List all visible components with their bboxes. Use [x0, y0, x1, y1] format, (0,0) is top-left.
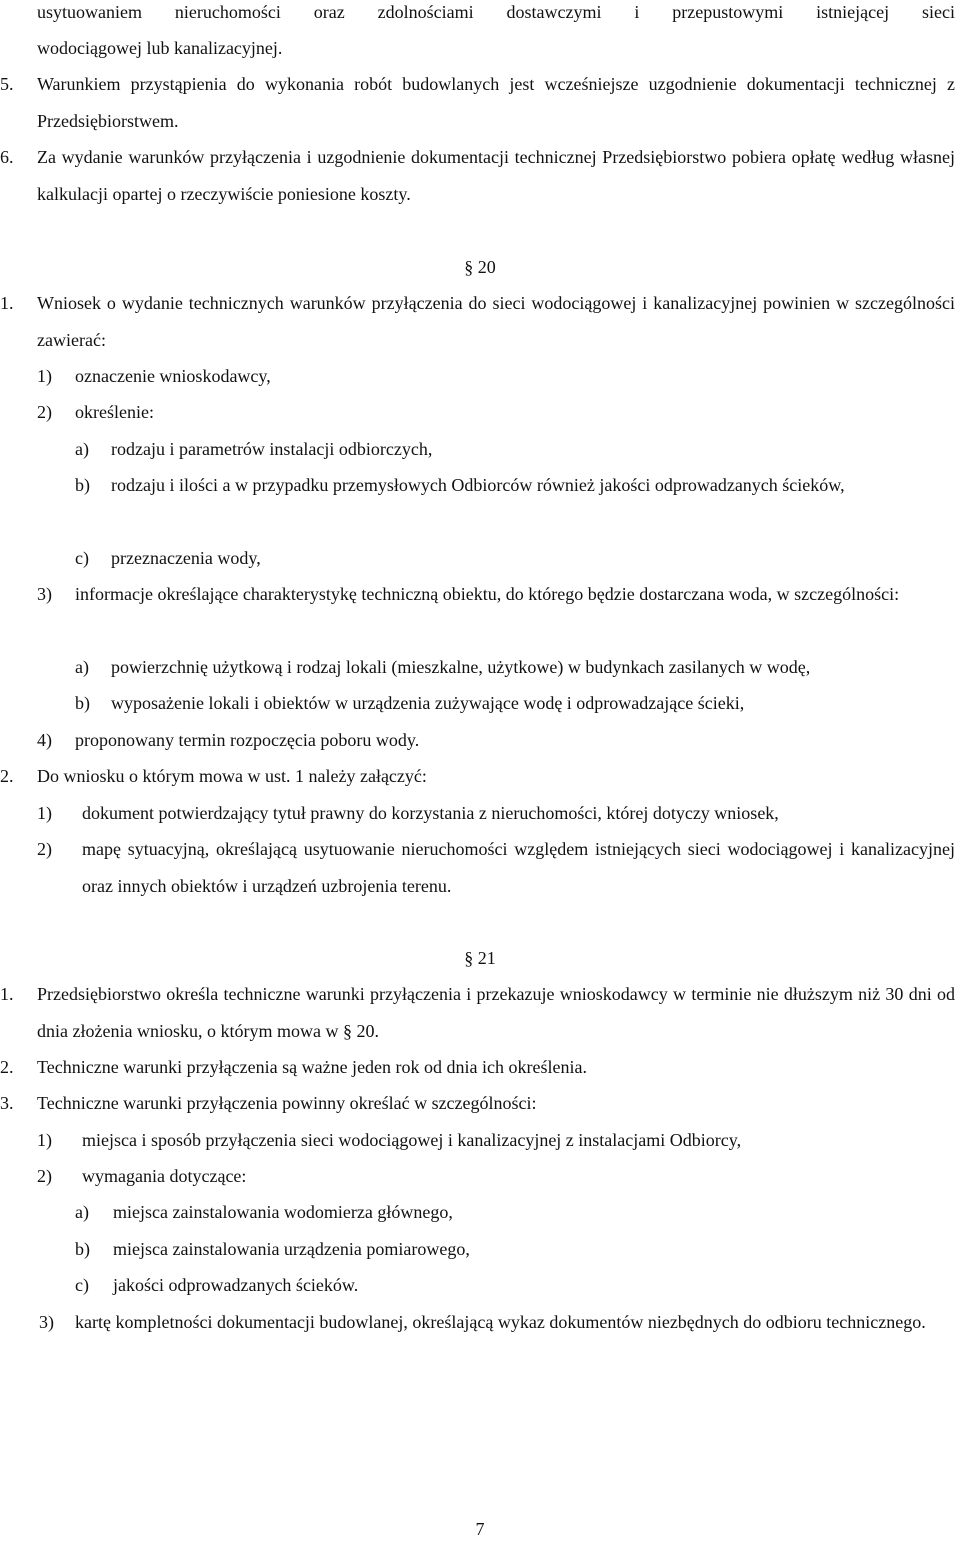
- item-text: miejsca zainstalowania wodomierza głównego,: [113, 1202, 453, 1222]
- item-number: 3): [39, 1312, 54, 1332]
- item-letter: c): [75, 548, 89, 568]
- s21-item-2: [37, 1158, 955, 1195]
- paragraph-text: Techniczne warunki przyłączenia są ważne jeden rok od dnia ich określenia.: [37, 1057, 587, 1077]
- paragraph-5: [0, 66, 955, 139]
- item-letter: a): [75, 1202, 89, 1222]
- item-text: dokument potwierdzający tytuł prawny do korzystania z nieruchomości, której dotyczy wniosek,: [82, 803, 779, 823]
- item-text: miejsca zainstalowania urządzenia pomiarowego,: [113, 1239, 470, 1259]
- s20-item-3b: [75, 685, 955, 722]
- item-letter: a): [75, 439, 89, 459]
- paragraph-number: 1.: [0, 984, 14, 1004]
- s20-paragraph-1: [0, 285, 955, 358]
- item-letter: b): [75, 693, 90, 713]
- item-number: 3): [37, 584, 52, 604]
- s20-paragraph-2: [0, 758, 955, 795]
- item-number: 2): [37, 402, 52, 422]
- s20-item-1: [37, 358, 955, 395]
- continued-line-1: usytuowaniem nieruchomości oraz zdolnościami dostawczymi i przepustowymi istniejącej sieci: [37, 2, 955, 22]
- item-number: 1): [37, 803, 52, 823]
- paragraph-text: Warunkiem przystąpienia do wykonania robót budowlanych jest wcześniejsze uzgodnienie dokumentacji technicznej z Przedsiębiorstwem.: [37, 74, 955, 131]
- s21-item-2a: [75, 1194, 955, 1231]
- s20-item-2b: [75, 467, 955, 504]
- item-text: przeznaczenia wody,: [111, 548, 261, 568]
- s20-item-2a: [75, 431, 955, 468]
- item-letter: a): [75, 657, 89, 677]
- s21-item-2b: [75, 1231, 955, 1268]
- continued-line-2: wodociągowej lub kanalizacyjnej.: [37, 38, 283, 58]
- paragraph-text: Techniczne warunki przyłączenia powinny określać w szczególności:: [37, 1093, 537, 1113]
- item-number: 2): [37, 1166, 52, 1186]
- item-text: wymagania dotyczące:: [82, 1166, 247, 1186]
- paragraph-text: Za wydanie warunków przyłączenia i uzgodnienie dokumentacji technicznej Przedsiębiorstwo pobiera opłatę według własnej kalkulacji opartej o rzeczywiście poniesione koszty.: [37, 147, 955, 204]
- section-heading-20: § 20: [464, 257, 496, 277]
- item-text: rodzaju i ilości a w przypadku przemysłowych Odbiorców również jakości odprowadzanych ścieków,: [111, 475, 845, 495]
- s20-attachment-2: [37, 831, 955, 904]
- section-heading-21: § 21: [464, 948, 496, 968]
- item-text: wyposażenie lokali i obiektów w urządzenia zużywające wodę i odprowadzające ścieki,: [111, 693, 745, 713]
- item-letter: c): [75, 1275, 89, 1295]
- item-text: oznaczenie wnioskodawcy,: [75, 366, 271, 386]
- s21-paragraph-3: [0, 1085, 955, 1122]
- paragraph-text: Przedsiębiorstwo określa techniczne warunki przyłączenia i przekazuje wnioskodawcy w terminie nie dłuższym niż 30 dni od dnia złożenia wniosku, o którym mowa w § 20.: [37, 984, 955, 1041]
- s21-item-2c: [75, 1267, 955, 1304]
- paragraph-number: 1.: [0, 293, 14, 313]
- item-letter: b): [75, 1239, 90, 1259]
- item-number: 1): [37, 366, 52, 386]
- item-text: rodzaju i parametrów instalacji odbiorczych,: [111, 439, 433, 459]
- page-number: 7: [475, 1519, 485, 1539]
- s20-attachment-1: [37, 795, 955, 832]
- s20-item-3a: [75, 649, 955, 686]
- item-text: określenie:: [75, 402, 154, 422]
- paragraph-number: 2.: [0, 766, 14, 786]
- s21-item-1: [37, 1122, 955, 1159]
- s21-paragraph-1: [0, 976, 955, 1049]
- item-number: 2): [37, 839, 52, 859]
- paragraph-number: 5.: [0, 74, 14, 94]
- item-number: 1): [37, 1130, 52, 1150]
- s20-item-4: [37, 722, 955, 759]
- item-number: 4): [37, 730, 52, 750]
- s21-paragraph-2: [0, 1049, 955, 1086]
- s20-item-2c: [75, 540, 955, 577]
- paragraph-number: 6.: [0, 147, 14, 167]
- paragraph-number: 3.: [0, 1093, 14, 1113]
- paragraph-text: Wniosek o wydanie technicznych warunków przyłączenia do sieci wodociągowej i kanalizacyjnej powinien w szczególności zawierać:: [37, 293, 955, 350]
- s20-item-2: [37, 394, 955, 431]
- item-text: proponowany termin rozpoczęcia poboru wody.: [75, 730, 420, 750]
- paragraph-number: 2.: [0, 1057, 14, 1077]
- item-text: miejsca i sposób przyłączenia sieci wodociągowej i kanalizacyjnej z instalacjami Odbiorcy,: [82, 1130, 742, 1150]
- paragraph-6: [0, 139, 955, 212]
- s20-item-3: [37, 576, 955, 613]
- s21-item-3: [39, 1304, 955, 1341]
- item-text: kartę kompletności dokumentacji budowlanej, określającą wykaz dokumentów niezbędnych do odbioru technicznego.: [75, 1312, 926, 1332]
- item-text: informacje określające charakterystykę techniczną obiektu, do którego będzie dostarczana woda, w szczególności:: [75, 584, 900, 604]
- paragraph-text: Do wniosku o którym mowa w ust. 1 należy załączyć:: [37, 766, 427, 786]
- item-letter: b): [75, 475, 90, 495]
- item-text: powierzchnię użytkową i rodzaj lokali (mieszkalne, użytkowe) w budynkach zasilanych w wodę,: [111, 657, 811, 677]
- item-text: jakości odprowadzanych ścieków.: [113, 1275, 359, 1295]
- item-text: mapę sytuacyjną, określającą usytuowanie nieruchomości względem istniejących sieci wodociągowej i kanalizacyjnej oraz innych obiektów i urządzeń uzbrojenia terenu.: [82, 839, 955, 896]
